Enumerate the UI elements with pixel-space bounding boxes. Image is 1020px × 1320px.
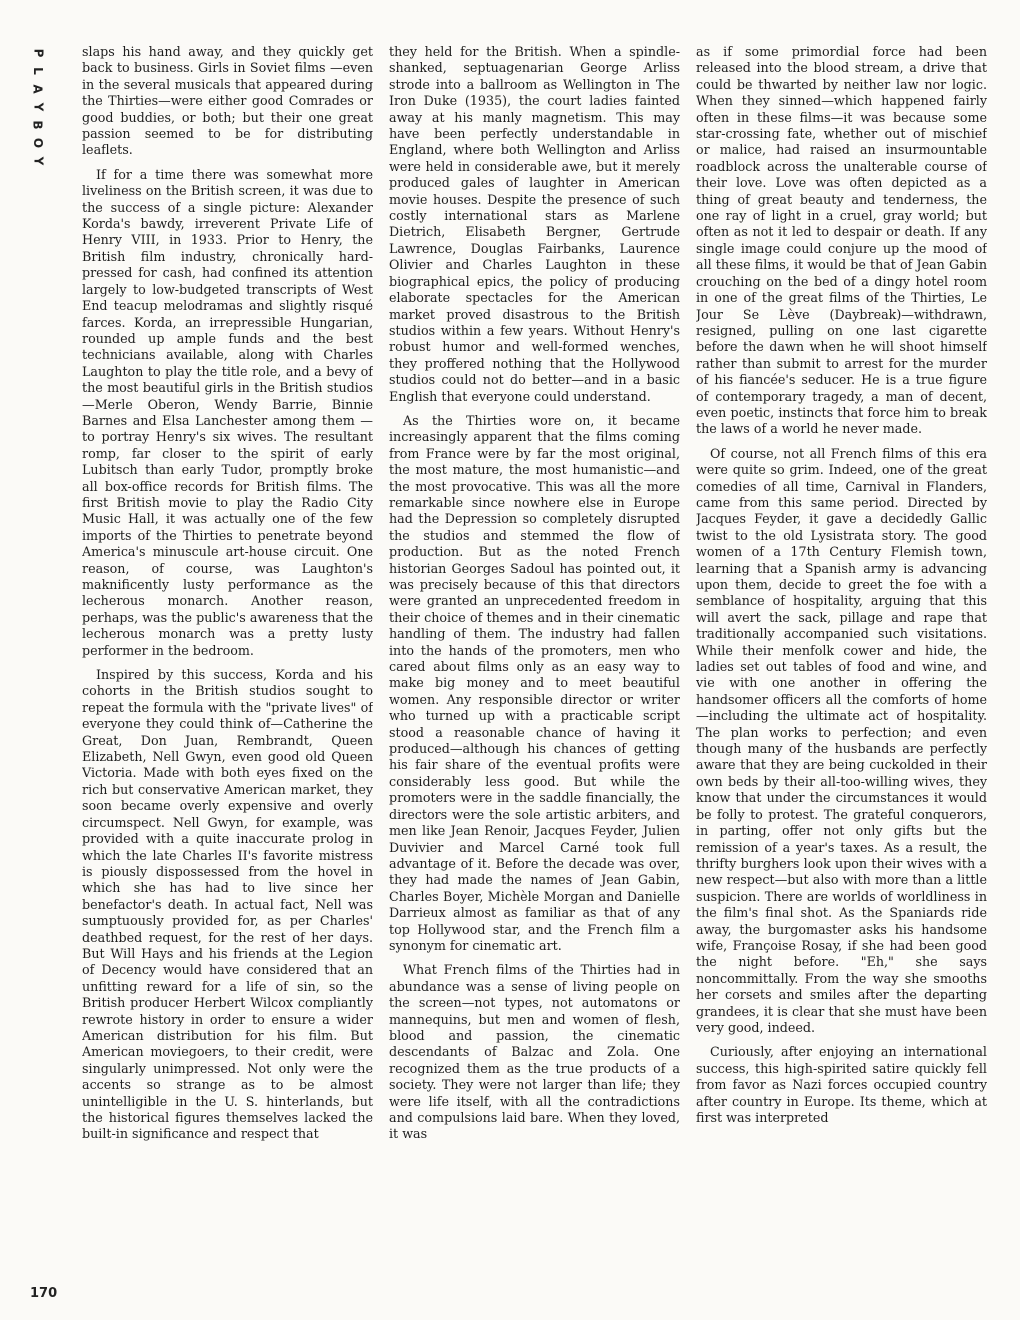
paragraph: What French films of the Thirties had in abundance was a sense of living people on the screen—not types, not automatons or mannequins, but men and women of flesh, blood and passion, the cinematic descendants of Balzac and Zola. One recognized them as the true products of a society. They were not larger than life; they were life itself, with all the contradictions and compulsions laid bare. When they loved, it was <box>389 962 680 1142</box>
magazine-letter: O <box>30 137 45 149</box>
magazine-letter: Y <box>30 102 45 112</box>
page-number: 170 <box>30 1286 58 1301</box>
paragraph: Inspired by this success, Korda and his cohorts in the British studios sought to repeat the formula with the "private lives" of everyone they could think of—Catherine the Great, Don Juan, Rembrandt, Queen Elizabeth, Nell Gwyn, even good old Queen Victoria. Made with both eyes fixed on the rich but conservative American market, they soon became overly expensive and overly circumspect. Nell Gwyn, for example, was provided with a quite inaccurate prolog in which the late Charles II's favorite mistress is piously dispossessed from the hovel in which she has had to live since her benefactor's death. In actual fact, Nell was sumptuously provided for, as per Charles' deathbed request, for the rest of her days. But Will Hays and his friends at the Legion of Decency would have considered that an unfitting reward for a life of sin, so the British producer Herbert Wilcox compliantly rewrote history in order to ensure a wider American distribution for his film. But American moviegoers, to their credit, were singularly unimpressed. Not only were the accents so strange as to be almost unintelligible in the U. S. hinterlands, but the historical figures themselves lacked the built-in significance and respect that <box>82 667 373 1142</box>
column-2 <box>389 44 680 1296</box>
magazine-letter: L <box>31 67 45 75</box>
magazine-letter: Y <box>30 156 45 166</box>
magazine-letter: P <box>30 48 45 58</box>
magazine-letter: B <box>31 120 45 130</box>
paragraph: they held for the British. When a spindle-shanked, septuagenarian George Arliss strode into a ballroom as Wellington in The Iron Duke (1935), the court ladies fainted away at his manly magnetism. This may have been perfectly understandable in England, where both Wellington and Arliss were held in considerable awe, but it merely produced gales of laughter in American movie houses. Despite the presence of such costly international stars as Marlene Dietrich, Elisabeth Bergner, Gertrude Lawrence, Douglas Fairbanks, Laurence Olivier and Charles Laughton in these biographical epics, the policy of producing elaborate spectacles for the American market proved disastrous to the British studios within a few years. Without Henry's robust humor and well-formed wenches, they proffered nothing that the Hollywood studios could not do better—and in a basic English that everyone could understand. <box>389 44 680 404</box>
paragraph: Curiously, after enjoying an international success, this high-spirited satire quickly fell from favor as Nazi forces occupied country after country in Europe. Its theme, which at first was interpreted <box>696 1044 987 1125</box>
article-columns <box>82 44 988 1296</box>
paragraph: If for a time there was somewhat more liveliness on the British screen, it was due to the success of a single picture: Alexander Korda's bawdy, irreverent Private Life of Henry VIII, in 1933. Prior to Henry, the British film industry, chronically hard-pressed for cash, had confined its attention largely to low-budgeted transcripts of West End teacup melodramas and slightly risqué farces. Korda, an irrepressible Hungarian, rounded up ample funds and the best technicians available, along with Charles Laughton to play the title role, and a bevy of the most beautiful girls in the British studios —Merle Oberon, Wendy Barrie, Binnie Barnes and Elsa Lanchester among them —to portray Henry's six wives. The resultant romp, far closer to the spirit of early Lubitsch than early Tudor, promptly broke all box-office records for British films. The first British movie to play the Radio City Music Hall, it was actually one of the few imports of the Thirties to penetrate beyond America's minuscule art-house circuit. One reason, of course, was Laughton's maknificently lusty performance as the lecherous monarch. Another reason, perhaps, was the public's awareness that the lecherous monarch was a pretty lusty performer in the bedroom. <box>82 166 373 658</box>
column-1 <box>82 44 373 1296</box>
paragraph: as if some primordial force had been released into the blood stream, a drive that could be thwarted by neither law nor logic. When they sinned—which happened fairly often in these films—it was because some star-crossing fate, whether out of mischief or malice, had raised an insurmountable roadblock across the unalterable course of their love. Love was often depicted as a thing of great beauty and tenderness, the one ray of light in a cruel, gray world; but often as not it led to despair or death. If any single image could conjure up the mood of all these films, it would be that of Jean Gabin crouching on the bed of a dingy hotel room in one of the great films of the Thirties, Le Jour Se Lève (Daybreak)—withdrawn, resigned, pulling on one last cigarette before the dawn when he will shoot himself rather than submit to arrest for the murder of his fiancée's seducer. He is a true figure of contemporary tragedy, a man of decent, even poetic, instincts that force him to break the laws of a world he never made. <box>696 44 987 437</box>
column-3 <box>696 44 987 1296</box>
paragraph: Of course, not all French films of this era were quite so grim. Indeed, one of the great comedies of all time, Carnival in Flanders, came from this same period. Directed by Jacques Feyder, it gave a decidedly Gallic twist to the old Lysistrata story. The good women of a 17th Century Flemish town, learning that a Spanish army is advancing upon them, decide to greet the foe with a semblance of hospitality, arguing that this will avert the sack, pillage and rape that traditionally accompanied such visitations. While their menfolk cower and hide, the ladies set out tables of food and wine, and vie with one another in offering the handsomer officers all the comforts of home—including the ultimate act of hospitality. The plan works to perfection; and even though many of the husbands are perfectly aware that they are being cuckolded in their own beds by their all-too-willing wives, they know that under the circumstances it would be folly to protest. The grateful conquerors, in parting, offer not only gifts but the remission of a year's taxes. As a result, the thrifty burghers look upon their wives with a new respect—but also with more than a little suspicion. There are worlds of worldliness in the film's final shot. As the Spaniards ride away, the burgomaster asks his handsome wife, Françoise Rosay, if she had been good the night before. "Eh," she says noncommittally. From the way she smooths her corsets and smiles after the departing grandees, it is clear that she must have been very good, indeed. <box>696 445 987 1035</box>
magazine-letter: A <box>30 84 45 94</box>
magazine-name-vertical <box>28 44 48 170</box>
paragraph: As the Thirties wore on, it became increasingly apparent that the films coming from France were by far the most original, the most mature, the most humanistic—and the most provocative. This was all the more remarkable since nowhere else in Europe had the Depression so completely disrupted the studios and stemmed the flow of production. But as the noted French historian Georges Sadoul has pointed out, it was precisely because of this that directors were granted an unprecedented freedom in their choice of themes and in their cinematic handling of them. The industry had fallen into the hands of the promoters, men who cared about films only as an easy way to make big money and to meet beautiful women. Any responsible director or writer who turned up with a practicable script stood a reasonable chance of having it produced—although his chances of getting his fair share of the eventual profits were considerably less good. But while the promoters were in the saddle financially, the directors were the sole artistic arbiters, and men like Jean Renoir, Jacques Feyder, Julien Duvivier and Marcel Carné took full advantage of it. Before the decade was over, they had made the names of Jean Gabin, Charles Boyer, Michèle Morgan and Danielle Darrieux almost as familiar as that of any top Hollywood star, and the French film a synonym for cinematic art. <box>389 412 680 953</box>
paragraph: slaps his hand away, and they quickly get back to business. Girls in Soviet films —even in the several musicals that appeared during the Thirties—were either good Comrades or good buddies, or both; but their one great passion seemed to be for distributing leaflets. <box>82 44 373 158</box>
